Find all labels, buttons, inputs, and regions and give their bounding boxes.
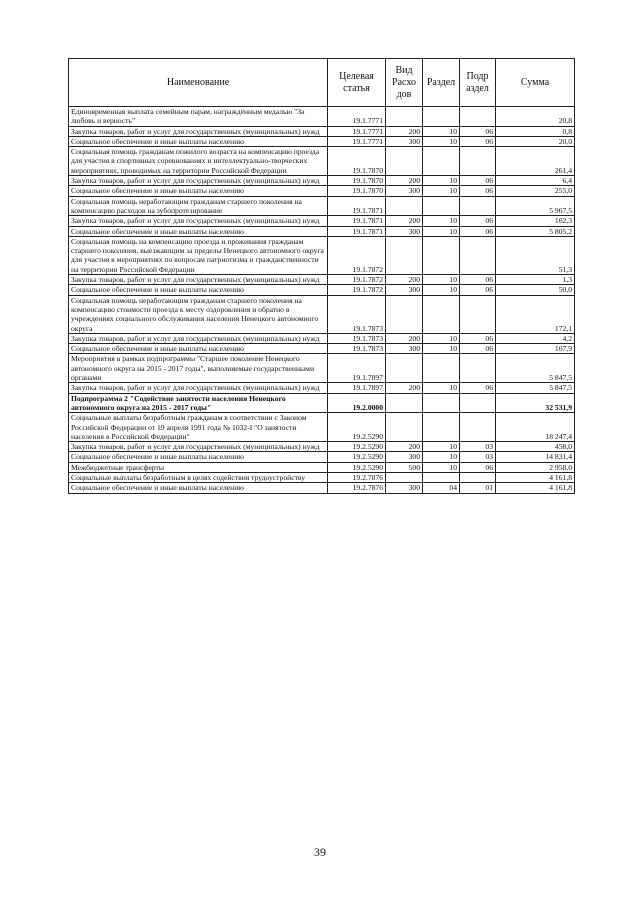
row-subsection-cell: 06 (460, 285, 496, 295)
row-sum-cell: 172,1 (496, 295, 575, 333)
table-body (69, 107, 575, 494)
row-subsection-cell (460, 295, 496, 333)
row-kind-cell: 200 (386, 442, 423, 452)
table-header-row (69, 59, 575, 107)
row-target-cell: 19.1.7871 (328, 216, 386, 226)
row-name-cell: Социальная помощь неработающим гражданам старшего поколения на компенсацию стоимости проезда к месту оздоровления и обратно в учреждениях социального обслуживания населения Ненецкого автономного округа (69, 295, 328, 333)
row-target-cell: 19.1.7872 (328, 236, 386, 274)
row-sum-cell: 1,3 (496, 275, 575, 285)
row-name-cell: Межбюджетные трансферты (69, 462, 328, 472)
row-target-cell: 19.1.7897 (328, 354, 386, 383)
row-target-cell: 19.1.7771 (328, 107, 386, 127)
row-name-cell: Социальная помощь гражданам пожилого возраста на компенсацию проезда для участия в спортивных соревнованиях и интеллектуально-творческих мероприятиях, проводимых на территории Российской Федерации (69, 147, 328, 176)
budget-table (68, 58, 575, 494)
row-subsection-cell (460, 472, 496, 482)
row-kind-cell: 500 (386, 462, 423, 472)
row-sum-cell: 458,0 (496, 442, 575, 452)
row-name-cell: Закупка товаров, работ и услуг для государственных (муниципальных) нужд (69, 442, 328, 452)
row-name-cell: Социальное обеспечение и иные выплаты населению (69, 344, 328, 354)
row-section-cell: 10 (423, 452, 460, 462)
row-sum-cell: 6,4 (496, 176, 575, 186)
row-kind-cell (386, 236, 423, 274)
header-target-article: Целевая статья (328, 59, 386, 107)
row-name-cell: Социальные выплаты безработным гражданам в соответствии с Законом Российской Федерации от 19 апреля 1991 года № 1032-I "О занятости населения в Российской Федерации" (69, 413, 328, 442)
row-section-cell (423, 107, 460, 127)
row-sum-cell: 4 161,8 (496, 472, 575, 482)
row-kind-cell: 300 (386, 226, 423, 236)
row-subsection-cell: 06 (460, 226, 496, 236)
row-name-cell: Закупка товаров, работ и услуг для государственных (муниципальных) нужд (69, 333, 328, 343)
row-subsection-cell: 01 (460, 483, 496, 493)
row-sum-cell: 4 161,8 (496, 483, 575, 493)
table-row (69, 462, 575, 472)
table-row (69, 226, 575, 236)
table-row (69, 413, 575, 442)
row-kind-cell: 200 (386, 275, 423, 285)
row-target-cell: 19.2.5290 (328, 462, 386, 472)
row-kind-cell (386, 354, 423, 383)
row-subsection-cell (460, 107, 496, 127)
row-sum-cell: 255,0 (496, 186, 575, 196)
table-row (69, 196, 575, 216)
row-section-cell (423, 236, 460, 274)
table-row (69, 383, 575, 393)
row-section-cell: 10 (423, 176, 460, 186)
row-target-cell: 19.1.7873 (328, 295, 386, 333)
table-row (69, 354, 575, 383)
row-subsection-cell (460, 147, 496, 176)
row-subsection-cell (460, 393, 496, 413)
row-sum-cell: 51,3 (496, 236, 575, 274)
table-row (69, 452, 575, 462)
row-section-cell: 10 (423, 275, 460, 285)
row-sum-cell: 50,0 (496, 285, 575, 295)
row-target-cell: 19.1.7771 (328, 136, 386, 146)
row-subsection-cell: 06 (460, 462, 496, 472)
row-subsection-cell: 03 (460, 442, 496, 452)
row-section-cell: 10 (423, 136, 460, 146)
table-row (69, 344, 575, 354)
row-sum-cell: 162,3 (496, 216, 575, 226)
row-subsection-cell (460, 413, 496, 442)
row-section-cell (423, 413, 460, 442)
row-name-cell: Социальное обеспечение и иные выплаты населению (69, 186, 328, 196)
table-row (69, 126, 575, 136)
row-section-cell (423, 354, 460, 383)
budget-table-sheet (68, 58, 574, 494)
row-name-cell: Социальное обеспечение и иные выплаты населению (69, 226, 328, 236)
row-target-cell: 19.2.0000 (328, 393, 386, 413)
row-subsection-cell (460, 354, 496, 383)
row-name-cell: Социальная помощь неработающим гражданам старшего поколения на компенсацию расходов на зубопротезирование (69, 196, 328, 216)
row-name-cell: Подпрограмма 2 "Содействие занятости населения Ненецкого автономного округа на 2015 - 2017 годы" (69, 393, 328, 413)
row-section-cell: 04 (423, 483, 460, 493)
row-target-cell: 19.1.7873 (328, 344, 386, 354)
row-kind-cell: 200 (386, 126, 423, 136)
row-name-cell: Социальные выплаты безработным в целях содействия трудоустройству (69, 472, 328, 482)
header-expense-kind: Вид Расхо дов (386, 59, 423, 107)
row-name-cell: Социальное обеспечение и иные выплаты населению (69, 285, 328, 295)
row-kind-cell (386, 413, 423, 442)
row-kind-cell: 200 (386, 176, 423, 186)
row-sum-cell: 167,9 (496, 344, 575, 354)
row-section-cell (423, 196, 460, 216)
row-target-cell: 19.1.7873 (328, 333, 386, 343)
row-section-cell (423, 147, 460, 176)
table-row (69, 136, 575, 146)
row-subsection-cell: 06 (460, 136, 496, 146)
row-target-cell: 19.1.7870 (328, 186, 386, 196)
row-subsection-cell: 06 (460, 344, 496, 354)
row-kind-cell: 300 (386, 483, 423, 493)
row-target-cell: 19.2.7876 (328, 483, 386, 493)
row-name-cell: Социальная помощь на компенсацию проезда и проживания гражданам старшего поколения, выезжающим за пределы Ненецкого автономного округа для участия в мероприятиях по вопросам патриотизма и гражданственности на территории Российской Федерации (69, 236, 328, 274)
row-sum-cell: 5 847,5 (496, 354, 575, 383)
table-row (69, 393, 575, 413)
row-target-cell: 19.1.7872 (328, 285, 386, 295)
row-target-cell: 19.2.7876 (328, 472, 386, 482)
row-target-cell: 19.2.5290 (328, 452, 386, 462)
table-row (69, 472, 575, 482)
row-section-cell: 10 (423, 285, 460, 295)
row-name-cell: Социальное обеспечение и иные выплаты населению (69, 136, 328, 146)
row-sum-cell: 5 805,2 (496, 226, 575, 236)
row-name-cell: Закупка товаров, работ и услуг для государственных (муниципальных) нужд (69, 216, 328, 226)
header-section: Раздел (423, 59, 460, 107)
row-subsection-cell (460, 196, 496, 216)
header-name: Наименование (69, 59, 328, 107)
table-row (69, 176, 575, 186)
row-name-cell: Закупка товаров, работ и услуг для государственных (муниципальных) нужд (69, 383, 328, 393)
table-row (69, 147, 575, 176)
row-sum-cell: 5 967,5 (496, 196, 575, 216)
row-kind-cell (386, 107, 423, 127)
row-section-cell: 10 (423, 344, 460, 354)
table-row (69, 442, 575, 452)
row-kind-cell (386, 393, 423, 413)
row-kind-cell (386, 472, 423, 482)
row-section-cell: 10 (423, 442, 460, 452)
row-section-cell: 10 (423, 216, 460, 226)
row-subsection-cell: 06 (460, 383, 496, 393)
header-sum: Сумма (496, 59, 575, 107)
row-kind-cell (386, 196, 423, 216)
table-row (69, 333, 575, 343)
row-sum-cell: 20,0 (496, 136, 575, 146)
row-section-cell (423, 472, 460, 482)
row-sum-cell: 32 531,9 (496, 393, 575, 413)
row-target-cell: 19.1.7771 (328, 126, 386, 136)
row-subsection-cell: 06 (460, 275, 496, 285)
row-section-cell: 10 (423, 226, 460, 236)
row-section-cell (423, 393, 460, 413)
row-name-cell: Закупка товаров, работ и услуг для государственных (муниципальных) нужд (69, 275, 328, 285)
page-number: 39 (314, 845, 326, 859)
row-kind-cell: 300 (386, 136, 423, 146)
row-sum-cell: 14 831,4 (496, 452, 575, 462)
row-kind-cell (386, 295, 423, 333)
table-row (69, 275, 575, 285)
row-sum-cell: 4,2 (496, 333, 575, 343)
row-kind-cell: 200 (386, 333, 423, 343)
row-kind-cell: 300 (386, 186, 423, 196)
row-sum-cell: 261,4 (496, 147, 575, 176)
header-subsection: Подр аздел (460, 59, 496, 107)
table-row (69, 216, 575, 226)
row-section-cell (423, 295, 460, 333)
row-subsection-cell: 06 (460, 186, 496, 196)
table-row (69, 236, 575, 274)
row-kind-cell: 200 (386, 383, 423, 393)
row-sum-cell: 0,8 (496, 126, 575, 136)
row-name-cell: Мероприятия в рамках подпрограммы "Старшее поколение Ненецкого автономного округа на 2015 - 2017 годы", выполняемые государственными органами (69, 354, 328, 383)
table-row (69, 285, 575, 295)
row-kind-cell: 300 (386, 452, 423, 462)
row-target-cell: 19.1.7871 (328, 196, 386, 216)
row-target-cell: 19.2.5290 (328, 442, 386, 452)
row-name-cell: Социальное обеспечение и иные выплаты населению (69, 452, 328, 462)
row-section-cell: 10 (423, 333, 460, 343)
row-sum-cell: 2 958,0 (496, 462, 575, 472)
row-target-cell: 19.2.5290 (328, 413, 386, 442)
row-subsection-cell: 03 (460, 452, 496, 462)
row-kind-cell: 200 (386, 216, 423, 226)
row-section-cell: 10 (423, 462, 460, 472)
row-target-cell: 19.1.7870 (328, 176, 386, 186)
table-row (69, 483, 575, 493)
row-kind-cell: 300 (386, 344, 423, 354)
row-sum-cell: 5 847,5 (496, 383, 575, 393)
row-section-cell: 10 (423, 186, 460, 196)
table-row (69, 295, 575, 333)
row-name-cell: Закупка товаров, работ и услуг для государственных (муниципальных) нужд (69, 176, 328, 186)
row-target-cell: 19.1.7897 (328, 383, 386, 393)
row-target-cell: 19.1.7872 (328, 275, 386, 285)
row-subsection-cell: 06 (460, 176, 496, 186)
row-name-cell: Социальное обеспечение и иные выплаты населению (69, 483, 328, 493)
row-subsection-cell (460, 236, 496, 274)
row-sum-cell: 18 247,4 (496, 413, 575, 442)
row-subsection-cell: 06 (460, 333, 496, 343)
table-row (69, 107, 575, 127)
row-name-cell: Закупка товаров, работ и услуг для государственных (муниципальных) нужд (69, 126, 328, 136)
row-name-cell: Единовременная выплата семейным парам, награждённым медалью "За любовь и верность" (69, 107, 328, 127)
row-kind-cell: 300 (386, 285, 423, 295)
row-subsection-cell: 06 (460, 126, 496, 136)
row-sum-cell: 20,8 (496, 107, 575, 127)
row-target-cell: 19.1.7870 (328, 147, 386, 176)
row-subsection-cell: 06 (460, 216, 496, 226)
table-row (69, 186, 575, 196)
row-kind-cell (386, 147, 423, 176)
row-section-cell: 10 (423, 126, 460, 136)
row-section-cell: 10 (423, 383, 460, 393)
row-target-cell: 19.1.7871 (328, 226, 386, 236)
